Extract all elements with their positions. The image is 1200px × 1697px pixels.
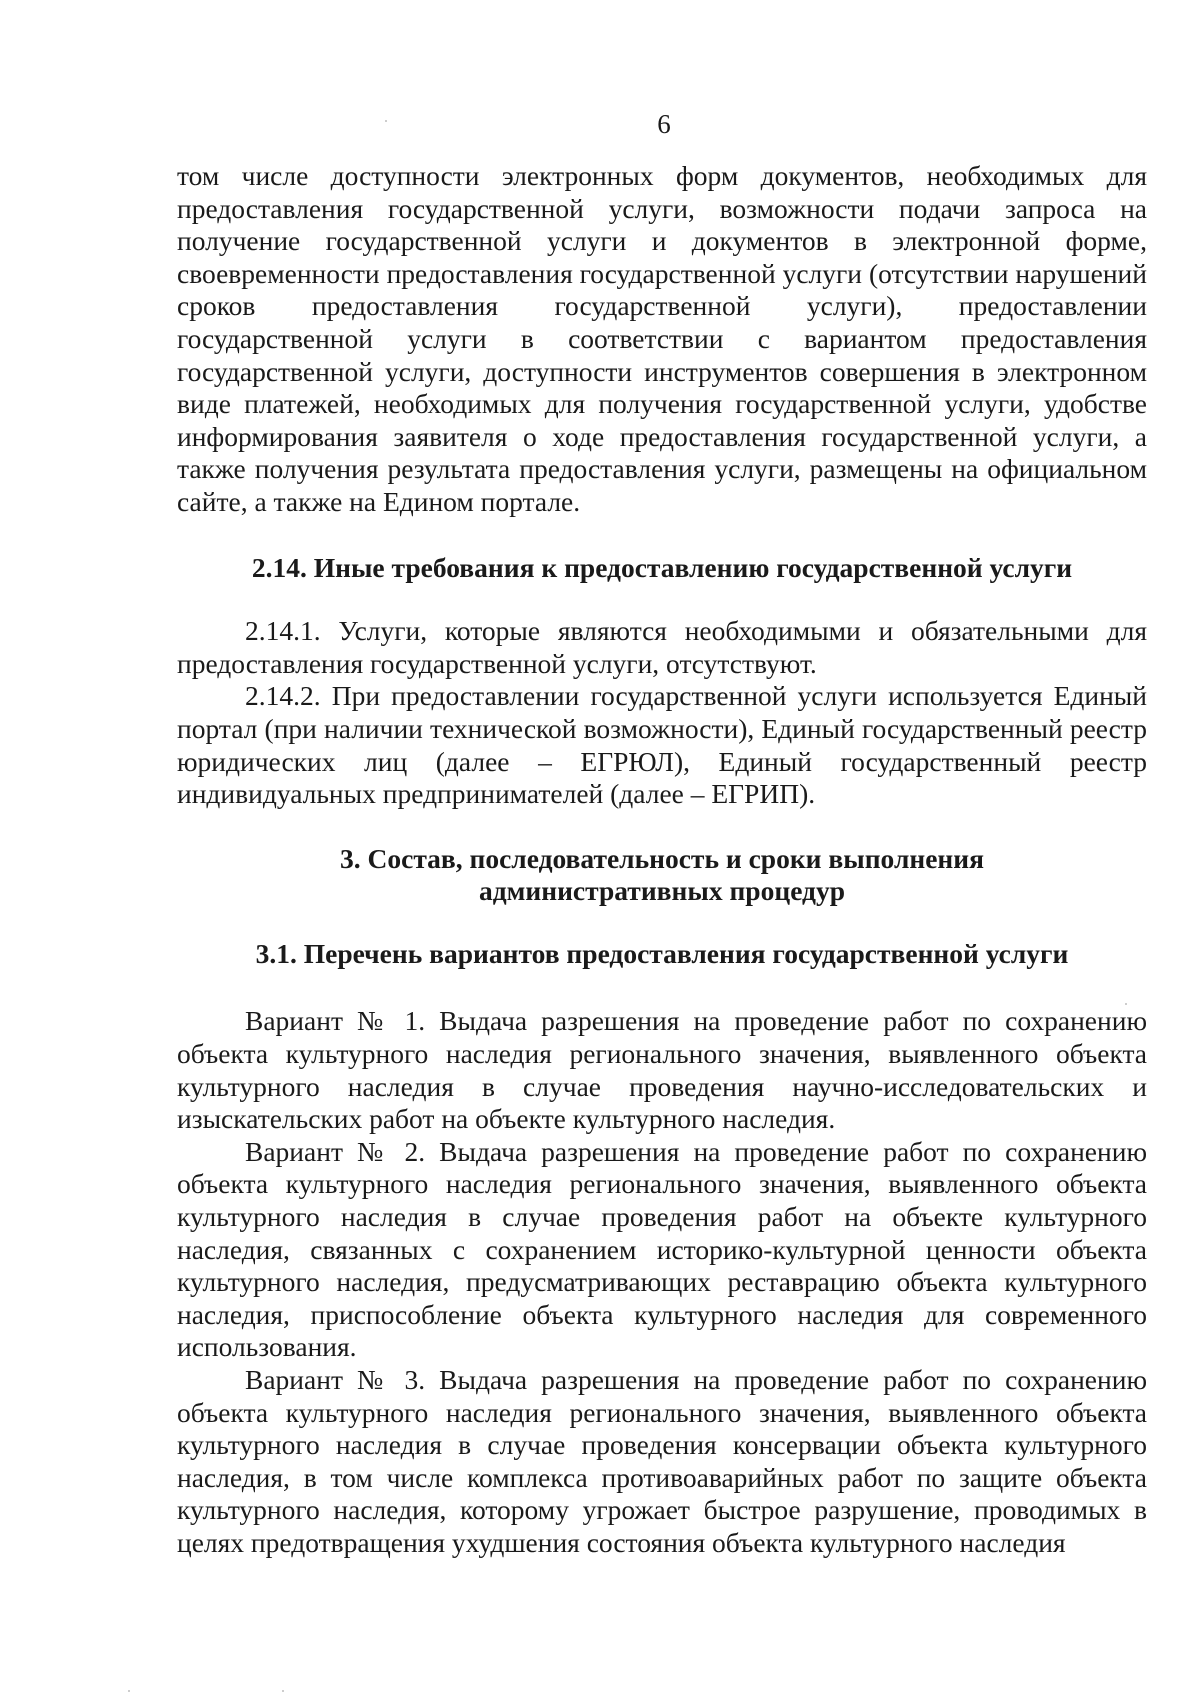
document-body: [177, 160, 1147, 1560]
intro-paragraph: том числе доступности электронных форм документов, необходимых для предоставления государственной услуги, возможности подачи запроса на получение государственной услуги и документов в электронной форме, своевременности предоставления государственной услуги (отсутствии нарушений сроков предоставления государственной услуги), предоставлении государственной услуги в соответствии с вариантом предоставления государственной услуги, доступности инструментов совершения в электронном виде платежей, необходимых для получения государственной услуги, удобстве информирования заявителя о ходе предоставления государственной услуги, а также получения результата предоставления услуги, размещены на официальном сайте, а также на Едином портале.: [177, 160, 1147, 517]
variant-2-paragraph: Вариант № 2. Выдача разрешения на проведение работ по сохранению объекта культурного наследия регионального значения, выявленного объекта культурного наследия в случае проведения работ на объекте культурного наследия, связанных с сохранением историко-культурной ценности объекта культурного наследия, предусматривающих реставрацию объекта культурного наследия, приспособление объекта культурного наследия для современного использования.: [177, 1135, 1147, 1363]
variant-1-paragraph: Вариант № 1. Выдача разрешения на проведение работ по сохранению объекта культурного наследия регионального значения, выявленного объекта культурного наследия в случае проведения научно-исследовательских и изыскательских работ на объекте культурного наследия.: [177, 1005, 1147, 1135]
scan-speck: [128, 1690, 130, 1692]
scan-speck: [385, 120, 387, 122]
section-3-heading: [177, 843, 1147, 908]
section-2-14-heading: 2.14. Иные требования к предоставлению государственной услуги: [251, 551, 1073, 583]
page-number: 6: [657, 109, 671, 139]
section-3-heading-line2: административных процедур: [479, 875, 845, 907]
scan-speck: [1125, 1003, 1127, 1005]
paragraph-2-14-2: 2.14.2. При предоставлении государственной услуги используется Единый портал (при наличии технической возможности), Единый государственный реестр юридических лиц (далее – ЕГРЮЛ), Единый государственный реестр индивидуальных предпринимателей (далее – ЕГРИП).: [177, 680, 1147, 810]
section-3-heading-line1: 3. Состав, последовательность и сроки выполнения: [340, 842, 984, 874]
scan-speck: [282, 1690, 284, 1692]
section-3-1-heading: 3.1. Перечень вариантов предоставления государственной услуги: [255, 937, 1069, 969]
paragraph-2-14-1: 2.14.1. Услуги, которые являются необходимыми и обязательными для предоставления государственной услуги, отсутствуют.: [177, 615, 1147, 679]
variant-3-paragraph: Вариант № 3. Выдача разрешения на проведение работ по сохранению объекта культурного наследия регионального значения, выявленного объекта культурного наследия в случае проведения консервации объекта культурного наследия, в том числе комплекса противоаварийных работ по защите объекта культурного наследия, которому угрожает быстрое разрушение, проводимых в целях предотвращения ухудшения состояния объекта культурного наследия: [177, 1364, 1147, 1558]
